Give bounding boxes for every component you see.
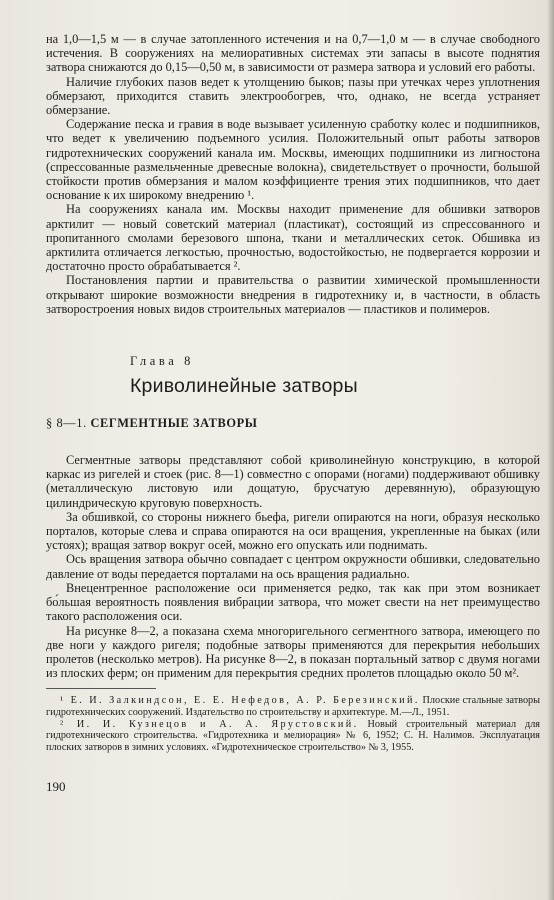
section-paragraph-1: Сегментные затворы представляют собой криволинейную конструкцию, в которой каркас из ригелей и стоек (рис. 8—1) совместно с опорами (ногами) поддерживают обшивку (металлическую листовую или дощатую, брусчатую деревянную), образующую цилиндрическую круговую поверхность. [46, 453, 540, 510]
paragraph-4: На сооружениях канала им. Москвы находит применение для обшивки затворов арктилит — новый советский материал (пластикат), состоящий из спрессованного и пропитанного смолами березового шпона, ткани и металлических сеток. Обшивка из арктилита отличается легкостью, прочностью, водостойкостью, не подвергается коррозии и достаточно просто обрабатывается ². [46, 202, 540, 274]
section-paragraph-4: Внецентренное расположение оси применяется редко, так как при этом возникает бо́льшая вероятность появления вибрации затвора, что может свести на нет преимущество такого расположения оси. [46, 580, 540, 624]
footnote-1-authors: ¹ Е. И. Залкиндсон, Е. Е. Нефедов, А. Р. Березинский. [60, 695, 420, 707]
footnote-2-authors: ² И. И. Кузнецов и А. А. Ярустовский. [60, 718, 359, 730]
paragraph-5: Постановления партии и правительства о развитии химической промышленности открывают широкие возможности внедрения в гидротехнику и, в частности, в область затворостроения новых видов строительных материалов — пластиков и полимеров. [46, 273, 540, 316]
footnote-2-text: Новый строительный материал для гидротехнического строительства. «Гидротехника и мелиорация» № 6, 1952; С. Н. Налимов. Эксплуатация плоских затворов в зимних условиях. «Гидротехническое строительство» № 3, 1955. [46, 718, 540, 753]
paragraph-2: Наличие глубоких пазов ведет к утолщению быков; пазы при утечках через уплотнения обмерзают, приходится ставить электрообогрев, что, однако, не всегда устраняет обмерзание. [46, 74, 540, 118]
footnote-1-text: Плоские стальные затворы гидротехнических сооружений. Издательство по строительству и архитектуре. М.—Л., 1951. [46, 695, 540, 718]
section-paragraph-5: На рисунке 8—2, а показана схема многоригельного сегментного затвора, имеющего по две ноги у каждого ригеля; подобные затворы применяются для перекрытия небольших пролетов (несколько метров). На рисунке 8—2, в показан портальный затвор с двумя ногами из плоских ферм; он применим для перекрытия средних пролетов площадью около 50 м². [46, 623, 540, 681]
chapter-label: Глава 8 [130, 354, 194, 369]
section-heading [46, 416, 540, 431]
footnote-divider [46, 688, 156, 689]
chapter-title: Криволинейные затворы [130, 375, 358, 398]
footnote-2 [46, 719, 540, 754]
paragraph-3: Содержание песка и гравия в воде вызывает усиленную сработку колес и подшипников, что ведет к увеличению подъемного усилия. Положительный опыт работы затворов гидротехнических сооружений канала им. Москвы, имеющих подшипники из лигностона (спрессованные размельченные древесные волокна), свидетельствует о прочности, большой стойкости против обмерзания и малом коэффициенте трения этих подшипников, что дает основание к их широкому внедрению ¹. [46, 117, 540, 203]
paragraph-1: на 1,0—1,5 м — в случае затопленного истечения и на 0,7—1,0 м — в случае свободного истечения. В сооружениях на мелиоративных системах эти запасы в высоте поднятия затвора снижаются до 0,15—0,50 м, в зависимости от размера затвора и условий его работы. [46, 32, 540, 75]
section-text-block [46, 453, 540, 680]
top-text-block [46, 32, 540, 316]
footnote-1 [46, 695, 540, 718]
page-number: 190 [46, 779, 66, 795]
page-edge-shadow [547, 0, 554, 900]
section-paragraph-3: Ось вращения затвора обычно совпадает с центром окружности обшивки, следовательно давление от воды передается порталами на ось вращения радиально. [46, 552, 540, 581]
section-title: СЕГМЕНТНЫЕ ЗАТВОРЫ [90, 416, 258, 431]
footnotes [46, 695, 540, 753]
section-paragraph-2: За обшивкой, со стороны нижнего бьефа, ригели опираются на ноги, образуя несколько порталов, которые слева и справа опираются на оси вращения, укрепленные на быках (или устоях); вращая затвор вокруг осей, можно его опускать или поднимать. [46, 509, 540, 553]
section-number: § 8—1. [46, 416, 87, 431]
